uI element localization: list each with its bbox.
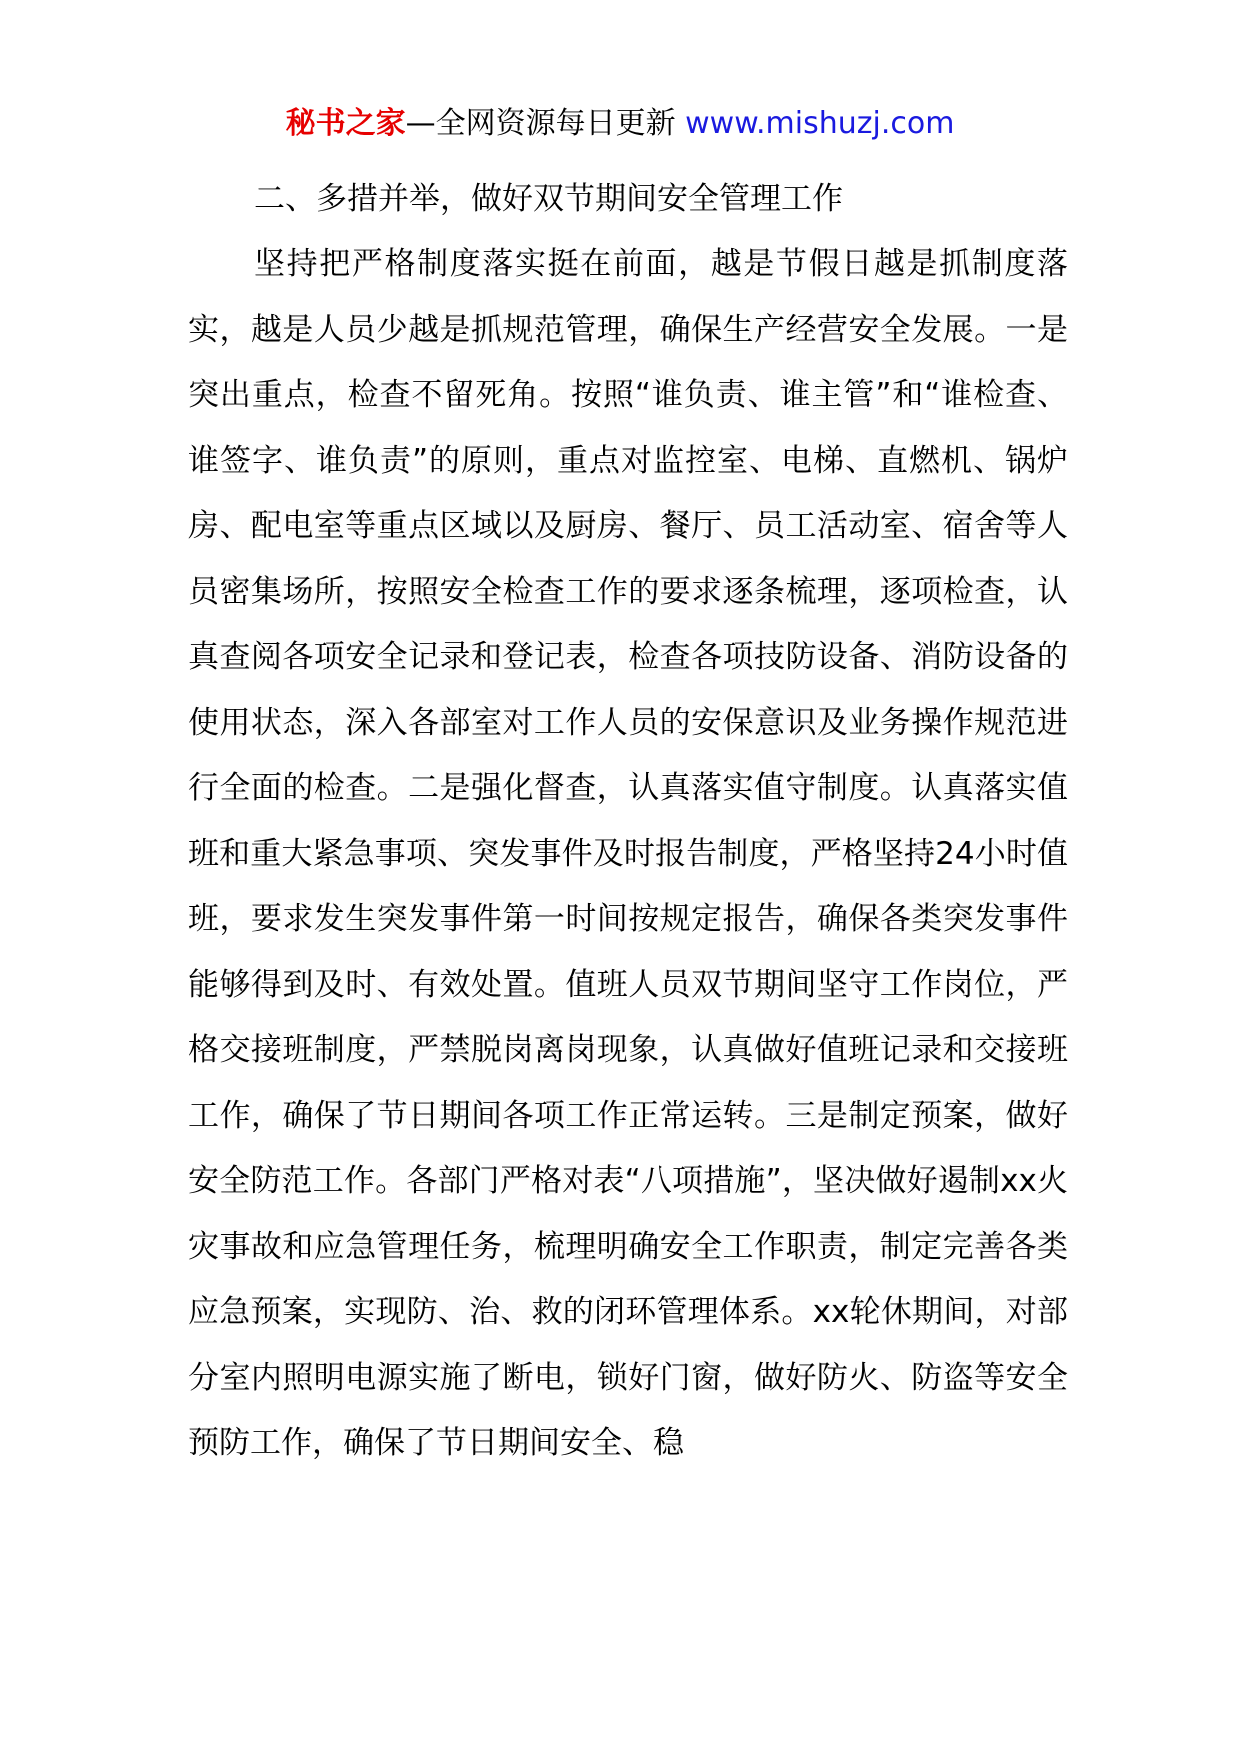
site-url[interactable]: www.mishuzj.com <box>685 106 955 141</box>
body-paragraph: 坚持把严格制度落实挺在前面，越是节假日越是抓制度落实，越是人员少越是抓规范管理，确保生产经营安全发展。一是突出重点，检查不留死角。按照“谁负责、谁主管”和“谁检查、谁签字、谁负责”的原则，重点对监控室、电梯、直燃机、锅炉房、配电室等重点区域以及厨房、餐厅、员工活动室、宿舍等人员密集场所，按照安全检查工作的要求逐条梳理，逐项检查，认真查阅各项安全记录和登记表，检查各项技防设备、消防设备的使用状态，深入各部室对工作人员的安保意识及业务操作规范进行全面的检查。二是强化督查，认真落实值守制度。认真落实值班和重大紧急事项、突发事件及时报告制度，严格坚持24小时值班，要求发生突发事件第一时间按规定报告，确保各类突发事件能够得到及时、有效处置。值班人员双节期间坚守工作岗位，严格交接班制度，严禁脱岗离岗现象，认真做好值班记录和交接班工作，确保了节日期间各项工作正常运转。三是制定预案，做好安全防范工作。各部门严格对表“八项措施”，坚决做好遏制xx火灾事故和应急管理任务，梳理明确安全工作职责，制定完善各类应急预案，实现防、治、救的闭环管理体系。xx轮休期间，对部分室内照明电源实施了断电，锁好门窗，做好防火、防盗等安全预防工作，确保了节日期间安全、稳 <box>188 246 1068 1461</box>
header-tagline: —全网资源每日更新 <box>405 106 676 141</box>
section-heading: 二、多措并举，做好双节期间安全管理工作 <box>254 181 843 217</box>
page-header <box>0 104 1240 144</box>
brand-name: 秘书之家 <box>285 106 406 141</box>
document-body <box>188 166 1068 1477</box>
